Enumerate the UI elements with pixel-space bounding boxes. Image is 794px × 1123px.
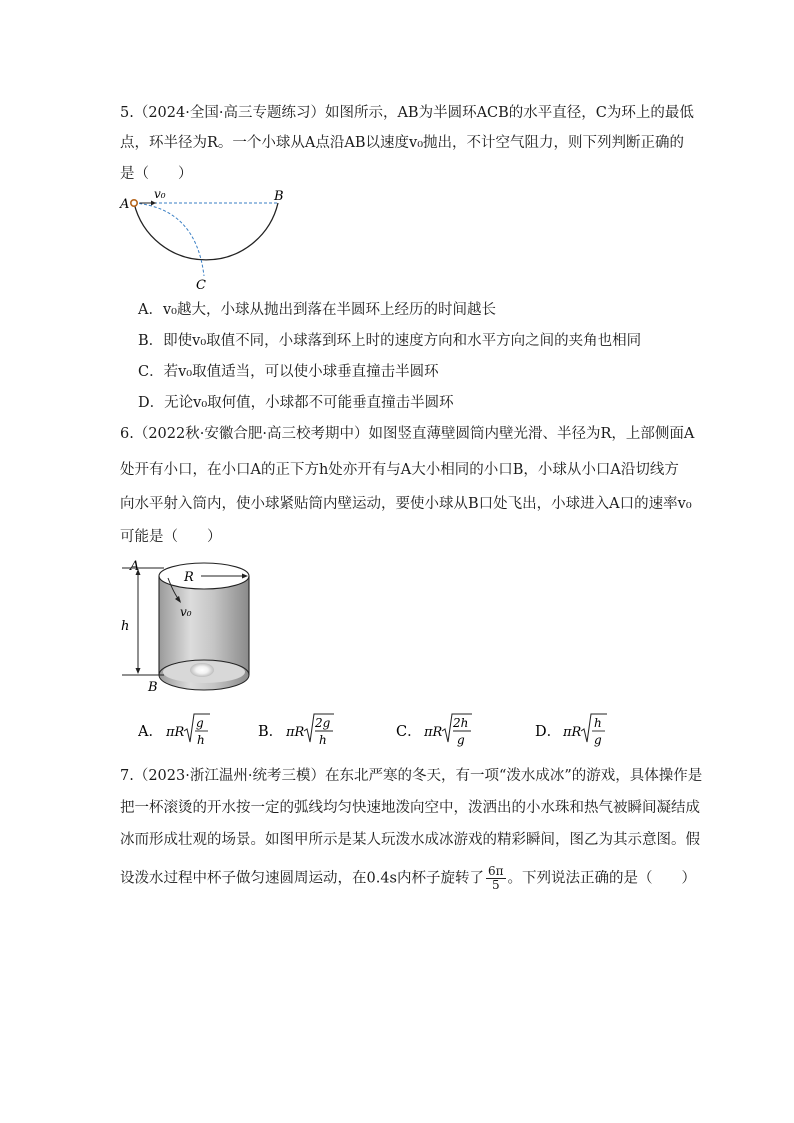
- q6-label-r: R: [184, 570, 194, 585]
- svg-text:B．: B．: [258, 724, 284, 740]
- q6-label-a: A: [130, 559, 140, 574]
- q6-label-v0: v₀: [180, 605, 192, 619]
- svg-text:h: h: [319, 733, 327, 747]
- q6-line-3: 向水平射入筒内，使小球紧贴筒内壁运动，要使小球从B口处飞出，小球进入A口的速率v₀: [120, 496, 692, 512]
- q7-line-2: 把一杯滚烫的开水按一定的弧线均匀快速地泼向空中，泼洒出的小水珠和热气被瞬间凝结成: [120, 800, 700, 816]
- svg-text:D．: D．: [535, 724, 562, 740]
- svg-text:2g: 2g: [315, 716, 331, 730]
- q5-semicircle-figure: [118, 186, 298, 294]
- svg-text:A．: A．: [138, 724, 163, 740]
- svg-text:g: g: [594, 733, 602, 747]
- svg-text:C．: C．: [396, 724, 422, 740]
- q6-line-2: 处开有小口，在小口A的正下方h处亦开有与A大小相同的小口B，小球从小口A沿切线方: [120, 462, 679, 478]
- q6-option-b: [258, 712, 348, 756]
- q6-option-d: [535, 712, 625, 756]
- q5-line-1: 5.（2024·全国·高三专题练习）如图所示，AB为半圆环ACB的水平直径，C为环上的最低: [120, 105, 694, 121]
- svg-text:g: g: [457, 733, 465, 747]
- q6-label-h: h: [121, 619, 130, 634]
- q5-label-v0: v₀: [154, 187, 166, 201]
- q5-label-a: A: [120, 197, 130, 212]
- svg-text:2h: 2h: [453, 716, 469, 730]
- q6-line-1: 6.（2022秋·安徽合肥·高三校考期中）如图竖直薄壁圆筒内壁光滑、半径为R，上部侧面A: [120, 426, 695, 442]
- q7-fraction: $\frac{6\pi}{5}$: [488, 864, 504, 892]
- svg-text:g: g: [196, 716, 204, 730]
- q5-option-d: D．无论v₀取何值，小球都不可能垂直撞击半圆环: [138, 395, 454, 411]
- q5-line-3: 是（ ）: [120, 166, 193, 182]
- q7-line-4: [120, 865, 696, 892]
- q5-option-c: C．若v₀取值适当，可以使小球垂直撞击半圆环: [138, 364, 439, 380]
- svg-text:πR: πR: [563, 725, 582, 740]
- q5-label-b: B: [274, 189, 284, 204]
- svg-text:h: h: [594, 716, 602, 730]
- q5-label-c: C: [196, 278, 206, 293]
- svg-text:h: h: [197, 733, 205, 747]
- q6-line-4: 可能是（ ）: [120, 529, 222, 545]
- q6-cylinder-figure: [118, 558, 258, 698]
- q7-line-4-end: 。下列说法正确的是（ ）: [507, 870, 697, 887]
- q7-line-4-text: 设泼水过程中杯子做匀速圆周运动，在0.4s内杯子旋转了: [120, 870, 484, 887]
- q6-option-a: [138, 712, 228, 756]
- svg-text:πR: πR: [166, 725, 185, 740]
- q7-line-1: 7.（2023·浙江温州·统考三模）在东北严寒的冬天，有一项“泼水成冰”的游戏，具体操作是: [120, 768, 703, 784]
- svg-text:πR: πR: [424, 725, 443, 740]
- q5-option-a: A．v₀越大，小球从抛出到落在半圆环上经历的时间越长: [138, 302, 496, 318]
- q6-label-b: B: [148, 680, 158, 695]
- svg-text:πR: πR: [286, 725, 305, 740]
- q6-option-c: [396, 712, 486, 756]
- q5-line-2: 点，环半径为R。一个小球从A点沿AB以速度v₀抛出，不计空气阻力，则下列判断正确的: [120, 135, 685, 151]
- q5-option-b: B．即使v₀取值不同，小球落到环上时的速度方向和水平方向之间的夹角也相同: [138, 333, 642, 349]
- q7-line-3: 冰而形成壮观的场景。如图甲所示是某人玩泼水成冰游戏的精彩瞬间，图乙为其示意图。假: [120, 832, 700, 848]
